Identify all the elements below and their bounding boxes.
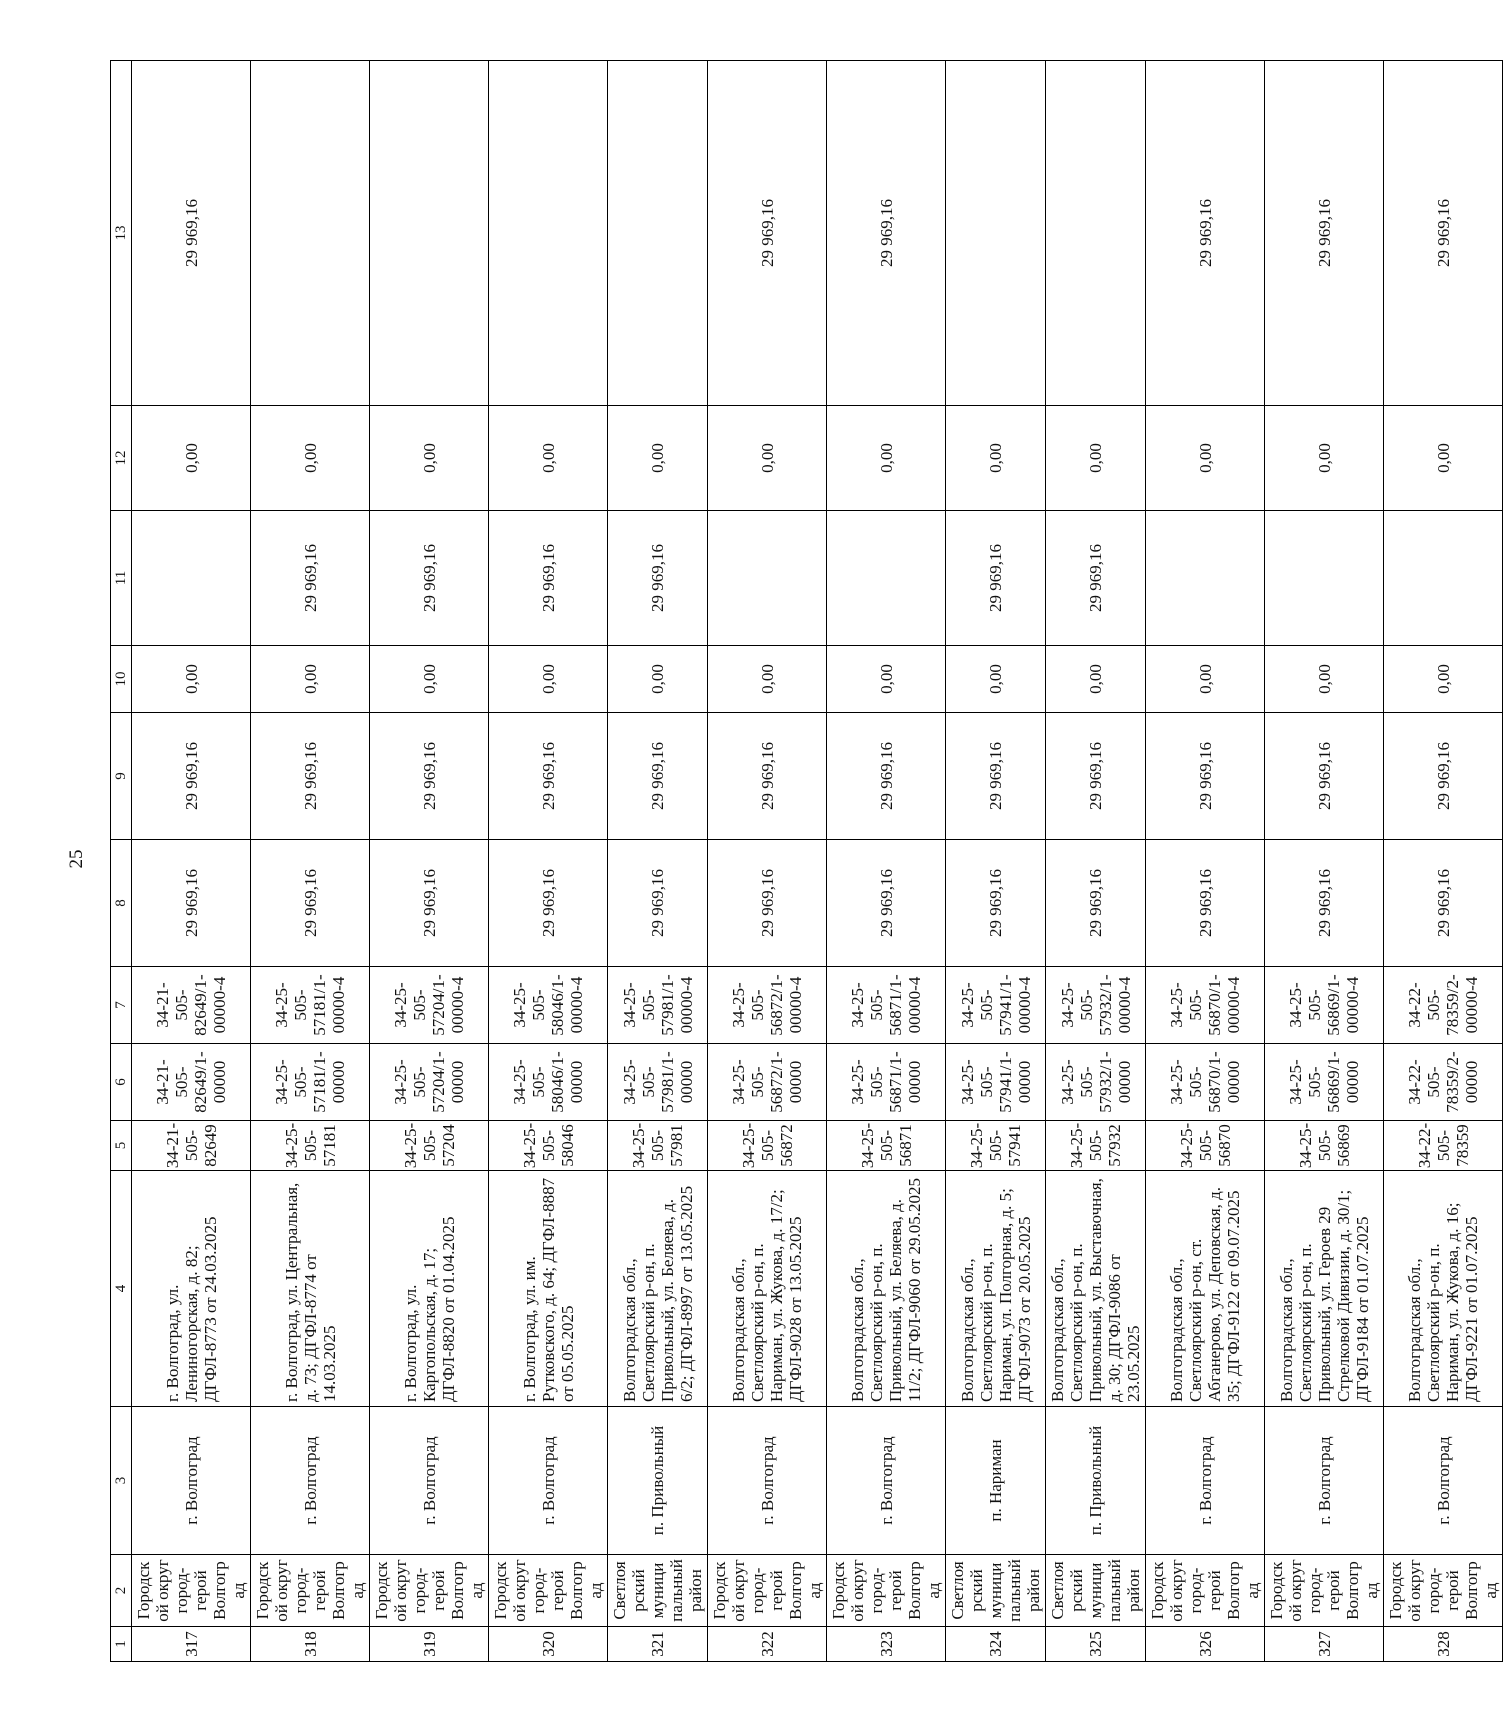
amount-cell: 0,00 xyxy=(946,406,1046,511)
address-cell: Волгоградская обл., Светлоярский р-он, п. Нариман, ул. Жукова, д. 17/2; ДГФЛ-9028 от 13.05.2025 xyxy=(708,1171,827,1407)
amount-cell: 29 969,16 xyxy=(608,840,708,967)
amount-cell: 0,00 xyxy=(1146,406,1265,511)
amount-cell: 0,00 xyxy=(608,646,708,713)
settlement-cell: п. Привольный xyxy=(608,1407,708,1555)
district-cell: Городской округ город-герой Волгоград xyxy=(489,1555,608,1627)
code-detail-cell: 34-25-505-56870/1-00000 xyxy=(1146,1044,1265,1121)
settlement-cell: г. Волгоград xyxy=(1146,1407,1265,1555)
district-cell: Городской округ город-герой Волгоград xyxy=(251,1555,370,1627)
amount-cell: 0,00 xyxy=(1265,646,1384,713)
amount-cell: 29 969,16 xyxy=(489,511,608,646)
settlement-cell: г. Волгоград xyxy=(132,1407,251,1555)
code-detail-cell: 34-25-505-56871/1-00000 xyxy=(827,1044,946,1121)
column-header: 6 xyxy=(111,1044,132,1121)
code-full-cell: 34-25-505-57981/1-00000-4 xyxy=(608,967,708,1044)
settlement-cell: г. Волгоград xyxy=(370,1407,489,1555)
table-row xyxy=(132,61,251,1662)
amount-cell: 0,00 xyxy=(370,406,489,511)
amount-cell: 0,00 xyxy=(708,406,827,511)
code-full-cell: 34-25-505-56870/1-00000-4 xyxy=(1146,967,1265,1044)
table-row xyxy=(827,61,946,1662)
district-cell: Светлоярский муниципальный район xyxy=(1046,1555,1146,1627)
code-full-cell: 34-25-505-58046/1-00000-4 xyxy=(489,967,608,1044)
amount-cell: 29 969,16 xyxy=(251,713,370,840)
code-detail-cell: 34-21-505-82649/1-00000 xyxy=(132,1044,251,1121)
amount-cell: 29 969,16 xyxy=(1265,61,1384,406)
district-cell: Городской округ город-герой Волгоград xyxy=(1265,1555,1384,1627)
address-cell: г. Волгоград, ул. Центральная, д. 73; ДГФЛ-8774 от 14.03.2025 xyxy=(251,1171,370,1407)
amount-cell xyxy=(1265,511,1384,646)
district-cell: Городской округ город-герой Волгоград xyxy=(827,1555,946,1627)
code-detail-cell: 34-25-505-56872/1-00000 xyxy=(708,1044,827,1121)
amount-cell: 29 969,16 xyxy=(827,61,946,406)
amount-cell: 0,00 xyxy=(489,646,608,713)
amount-cell: 29 969,16 xyxy=(1146,61,1265,406)
row-number: 327 xyxy=(1265,1627,1384,1662)
table-row xyxy=(608,61,708,1662)
address-cell: Волгоградская обл., Светлоярский р-он, п. Нариман, ул. Жукова, д. 16; ДГФЛ-9221 от 01.07.2025 xyxy=(1384,1171,1503,1407)
row-number: 325 xyxy=(1046,1627,1146,1662)
column-header: 5 xyxy=(111,1121,132,1171)
amount-cell: 0,00 xyxy=(1265,406,1384,511)
row-number: 319 xyxy=(370,1627,489,1662)
row-number: 320 xyxy=(489,1627,608,1662)
amount-cell: 29 969,16 xyxy=(370,840,489,967)
amount-cell xyxy=(251,61,370,406)
column-header: 3 xyxy=(111,1407,132,1555)
amount-cell xyxy=(1146,511,1265,646)
code-detail-cell: 34-25-505-58046/1-00000 xyxy=(489,1044,608,1121)
code-detail-cell: 34-22-505-78359/2-00000 xyxy=(1384,1044,1503,1121)
code-cell: 34-25-505-57932 xyxy=(1046,1121,1146,1171)
amount-cell xyxy=(489,61,608,406)
amount-cell xyxy=(608,61,708,406)
amount-cell: 29 969,16 xyxy=(489,840,608,967)
code-full-cell: 34-22-505-78359/2-00000-4 xyxy=(1384,967,1503,1044)
settlement-cell: г. Волгоград xyxy=(827,1407,946,1555)
amount-cell xyxy=(1384,511,1503,646)
district-cell: Городской округ город-герой Волгоград xyxy=(1146,1555,1265,1627)
row-number: 318 xyxy=(251,1627,370,1662)
address-cell: Волгоградская обл., Светлоярский р-он, п. Привольный, ул. Беляева, д. 6/2; ДГФЛ-8997 от 13.05.2025 xyxy=(608,1171,708,1407)
code-detail-cell: 34-25-505-57181/1-00000 xyxy=(251,1044,370,1121)
amount-cell: 29 969,16 xyxy=(827,713,946,840)
amount-cell: 29 969,16 xyxy=(1384,61,1503,406)
amount-cell: 0,00 xyxy=(608,406,708,511)
amount-cell xyxy=(827,511,946,646)
amount-cell: 0,00 xyxy=(1046,406,1146,511)
amount-cell xyxy=(1046,61,1146,406)
code-full-cell: 34-25-505-56869/1-00000-4 xyxy=(1265,967,1384,1044)
address-cell: Волгоградская обл., Светлоярский р-он, п. Нариман, ул. Полгорная, д. 5; ДГФЛ-9073 от 20.05.2025 xyxy=(946,1171,1046,1407)
amount-cell: 29 969,16 xyxy=(608,713,708,840)
amount-cell: 29 969,16 xyxy=(708,61,827,406)
settlement-cell: г. Волгоград xyxy=(708,1407,827,1555)
code-full-cell: 34-25-505-57181/1-00000-4 xyxy=(251,967,370,1044)
code-cell: 34-25-505-56870 xyxy=(1146,1121,1265,1171)
row-number: 317 xyxy=(132,1627,251,1662)
data-table xyxy=(110,60,1503,1662)
column-header: 9 xyxy=(111,713,132,840)
code-detail-cell: 34-25-505-57932/1-00000 xyxy=(1046,1044,1146,1121)
settlement-cell: г. Волгоград xyxy=(1384,1407,1503,1555)
code-cell: 34-25-505-57204 xyxy=(370,1121,489,1171)
amount-cell: 29 969,16 xyxy=(827,840,946,967)
amount-cell: 29 969,16 xyxy=(370,511,489,646)
table-row xyxy=(1046,61,1146,1662)
table-row xyxy=(489,61,608,1662)
settlement-cell: г. Волгоград xyxy=(489,1407,608,1555)
table-row xyxy=(1265,61,1384,1662)
address-cell: г. Волгоград, ул. Каргопольская, д. 17; ДГФЛ-8820 от 01.04.2025 xyxy=(370,1171,489,1407)
amount-cell: 29 969,16 xyxy=(1146,840,1265,967)
code-cell: 34-25-505-57941 xyxy=(946,1121,1046,1171)
amount-cell: 29 969,16 xyxy=(946,840,1046,967)
amount-cell: 29 969,16 xyxy=(946,511,1046,646)
amount-cell: 29 969,16 xyxy=(132,713,251,840)
column-number-row xyxy=(111,61,132,1662)
district-cell: Городской округ город-герой Волгоград xyxy=(132,1555,251,1627)
amount-cell: 29 969,16 xyxy=(1384,713,1503,840)
amount-cell: 29 969,16 xyxy=(1046,840,1146,967)
table-row xyxy=(708,61,827,1662)
amount-cell: 29 969,16 xyxy=(1046,713,1146,840)
amount-cell: 0,00 xyxy=(251,406,370,511)
amount-cell: 29 969,16 xyxy=(1384,840,1503,967)
code-cell: 34-21-505-82649 xyxy=(132,1121,251,1171)
amount-cell: 29 969,16 xyxy=(489,713,608,840)
code-cell: 34-25-505-57981 xyxy=(608,1121,708,1171)
address-cell: Волгоградская обл., Светлоярский р-он, п. Привольный, ул. Выставочная, д. 30; ДГФЛ-9086 от 23.05.2025 xyxy=(1046,1171,1146,1407)
amount-cell: 29 969,16 xyxy=(708,840,827,967)
row-number: 323 xyxy=(827,1627,946,1662)
column-header: 8 xyxy=(111,840,132,967)
amount-cell: 0,00 xyxy=(946,646,1046,713)
table-row xyxy=(251,61,370,1662)
code-full-cell: 34-25-505-57204/1-00000-4 xyxy=(370,967,489,1044)
amount-cell: 0,00 xyxy=(132,406,251,511)
amount-cell: 0,00 xyxy=(1384,646,1503,713)
amount-cell: 29 969,16 xyxy=(1265,713,1384,840)
page-number: 25 xyxy=(66,849,87,869)
rotated-table-container xyxy=(110,62,1500,1662)
district-cell: Городской округ город-герой Волгоград xyxy=(1384,1555,1503,1627)
address-cell: Волгоградская обл., Светлоярский р-он, ст. Абганерово, ул. Деповская, д. 35; ДГФЛ-9122 от 09.07.2025 xyxy=(1146,1171,1265,1407)
amount-cell: 0,00 xyxy=(827,646,946,713)
code-detail-cell: 34-25-505-56869/1-00000 xyxy=(1265,1044,1384,1121)
amount-cell: 29 969,16 xyxy=(608,511,708,646)
code-cell: 34-25-505-56872 xyxy=(708,1121,827,1171)
district-cell: Светлоярский муниципальный район xyxy=(946,1555,1046,1627)
settlement-cell: г. Волгоград xyxy=(1265,1407,1384,1555)
amount-cell: 29 969,16 xyxy=(1265,840,1384,967)
table-row xyxy=(1384,61,1503,1662)
amount-cell: 29 969,16 xyxy=(1146,713,1265,840)
code-full-cell: 34-25-505-56871/1-00000-4 xyxy=(827,967,946,1044)
table-row xyxy=(370,61,489,1662)
code-detail-cell: 34-25-505-57981/1-00000 xyxy=(608,1044,708,1121)
code-detail-cell: 34-25-505-57941/1-00000 xyxy=(946,1044,1046,1121)
column-header: 7 xyxy=(111,967,132,1044)
amount-cell: 0,00 xyxy=(132,646,251,713)
amount-cell: 0,00 xyxy=(489,406,608,511)
amount-cell: 0,00 xyxy=(1146,646,1265,713)
address-cell: Волгоградская обл., Светлоярский р-он, п. Привольный, ул. Героев 29 Стрелковой Дивизии, д. 30/1; ДГФЛ-9184 от 01.07.2025 xyxy=(1265,1171,1384,1407)
amount-cell: 0,00 xyxy=(827,406,946,511)
amount-cell xyxy=(132,511,251,646)
address-cell: Волгоградская обл., Светлоярский р-он, п. Привольный, ул. Беляева, д. 11/2; ДГФЛ-9060 от 29.05.2025 xyxy=(827,1171,946,1407)
code-cell: 34-22-505-78359 xyxy=(1384,1121,1503,1171)
amount-cell: 29 969,16 xyxy=(946,713,1046,840)
row-number: 326 xyxy=(1146,1627,1265,1662)
column-header: 11 xyxy=(111,511,132,646)
code-cell: 34-25-505-56871 xyxy=(827,1121,946,1171)
amount-cell: 0,00 xyxy=(708,646,827,713)
settlement-cell: п. Привольный xyxy=(1046,1407,1146,1555)
row-number: 322 xyxy=(708,1627,827,1662)
code-detail-cell: 34-25-505-57204/1-00000 xyxy=(370,1044,489,1121)
row-number: 324 xyxy=(946,1627,1046,1662)
code-cell: 34-25-505-57181 xyxy=(251,1121,370,1171)
amount-cell: 29 969,16 xyxy=(132,840,251,967)
address-cell: г. Волгоград, ул. им. Рутковского, д. 64; ДГФЛ-8887 от 05.05.2025 xyxy=(489,1171,608,1407)
code-full-cell: 34-25-505-57932/1-00000-4 xyxy=(1046,967,1146,1044)
settlement-cell: г. Волгоград xyxy=(251,1407,370,1555)
column-header: 13 xyxy=(111,61,132,406)
code-full-cell: 34-25-505-57941/1-00000-4 xyxy=(946,967,1046,1044)
column-header: 12 xyxy=(111,406,132,511)
column-header: 1 xyxy=(111,1627,132,1662)
amount-cell xyxy=(370,61,489,406)
row-number: 321 xyxy=(608,1627,708,1662)
amount-cell: 29 969,16 xyxy=(370,713,489,840)
amount-cell: 29 969,16 xyxy=(251,840,370,967)
code-full-cell: 34-25-505-56872/1-00000-4 xyxy=(708,967,827,1044)
amount-cell: 0,00 xyxy=(251,646,370,713)
code-full-cell: 34-21-505-82649/1-00000-4 xyxy=(132,967,251,1044)
district-cell: Городской округ город-герой Волгоград xyxy=(370,1555,489,1627)
settlement-cell: п. Нариман xyxy=(946,1407,1046,1555)
address-cell: г. Волгоград, ул. Лениногорская, д. 82; ДГФЛ-8773 от 24.03.2025 xyxy=(132,1171,251,1407)
code-cell: 34-25-505-58046 xyxy=(489,1121,608,1171)
district-cell: Городской округ город-герой Волгоград xyxy=(708,1555,827,1627)
code-cell: 34-25-505-56869 xyxy=(1265,1121,1384,1171)
table-row xyxy=(1146,61,1265,1662)
amount-cell: 0,00 xyxy=(1384,406,1503,511)
column-header: 2 xyxy=(111,1555,132,1627)
table-row xyxy=(946,61,1046,1662)
amount-cell: 29 969,16 xyxy=(708,713,827,840)
row-number: 328 xyxy=(1384,1627,1503,1662)
amount-cell: 29 969,16 xyxy=(1046,511,1146,646)
amount-cell: 0,00 xyxy=(370,646,489,713)
district-cell: Светлоярский муниципальный район xyxy=(608,1555,708,1627)
amount-cell xyxy=(946,61,1046,406)
column-header: 4 xyxy=(111,1171,132,1407)
amount-cell: 29 969,16 xyxy=(251,511,370,646)
amount-cell: 29 969,16 xyxy=(132,61,251,406)
amount-cell: 0,00 xyxy=(1046,646,1146,713)
column-header: 10 xyxy=(111,646,132,713)
amount-cell xyxy=(708,511,827,646)
